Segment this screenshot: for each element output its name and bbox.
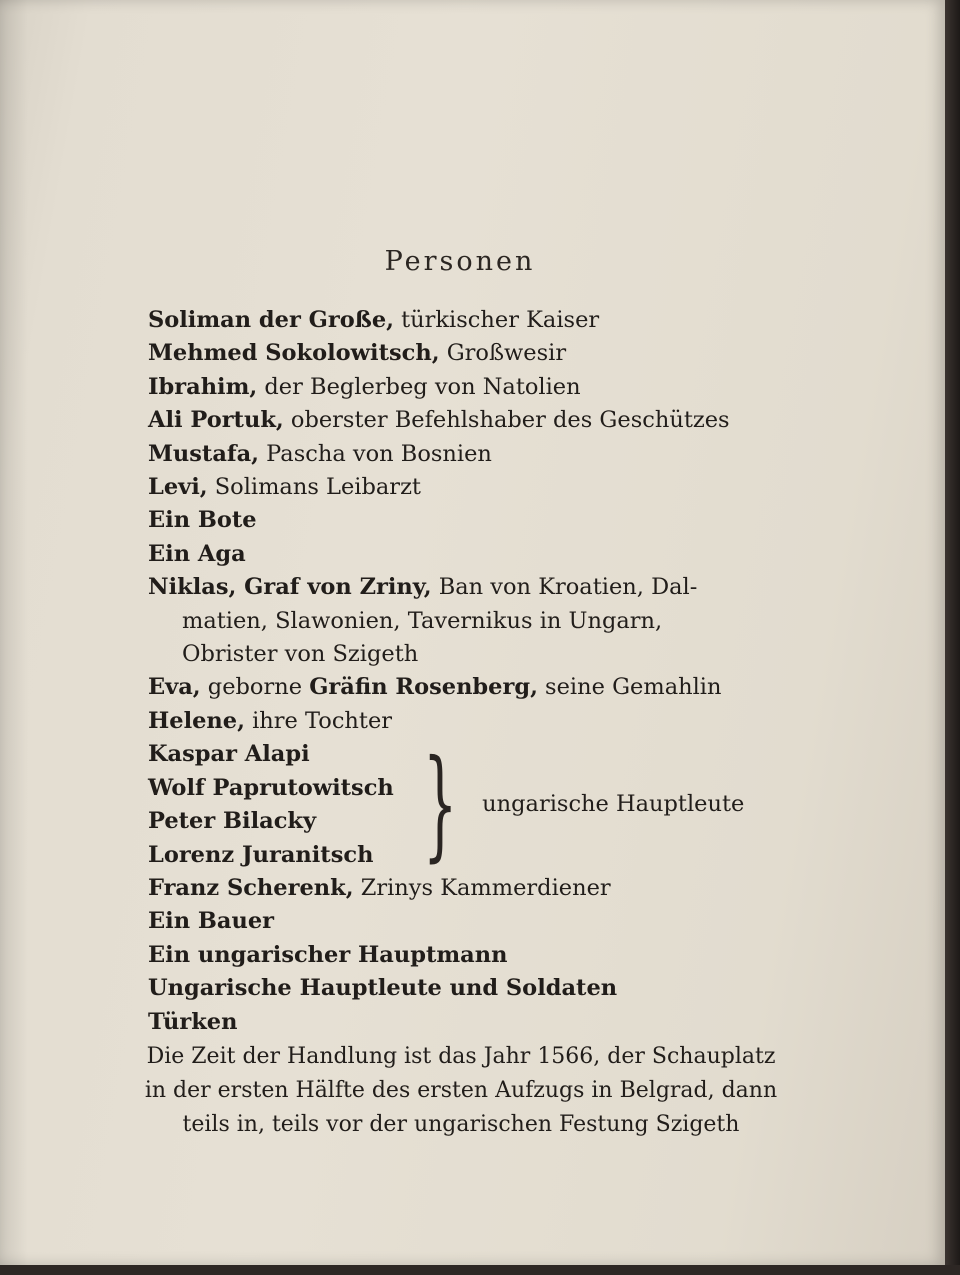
character-description: türkischer Kaiser: [393, 307, 600, 333]
character-description: seine Gemahlin: [537, 674, 722, 701]
character-description: Großwesir: [439, 340, 567, 367]
character-name: Mustafa,: [148, 440, 259, 467]
book-edge: [945, 0, 960, 1275]
character-description: ihre Tochter: [244, 707, 393, 734]
captains-names: [148, 738, 394, 872]
cast-entry-captain: Lorenz Juranitsch: [148, 841, 374, 868]
cast-entry-eva: [148, 671, 808, 704]
cast-entry-captain: Kaspar Alapi: [148, 741, 310, 768]
character-description: Ban von Kroatien, Dal-: [431, 574, 698, 601]
character-description: Obrister von Szigeth: [182, 641, 419, 668]
character-name: Franz Scherenk,: [148, 874, 354, 901]
cast-entry-soliman: [148, 304, 808, 337]
captains-label: ungarische Hauptleute: [482, 791, 745, 818]
character-name: Helene,: [148, 707, 245, 734]
cast-entry-mustafa: [148, 438, 808, 471]
cast-entry-levi: [148, 471, 808, 504]
book-bottom-edge: [0, 1265, 960, 1275]
setting-paragraph: [100, 1040, 822, 1142]
character-name: Ein ungarischer Hauptmann: [148, 941, 508, 968]
character-name: Soliman der Große,: [148, 307, 394, 333]
character-name: Gräfin Rosenberg,: [309, 674, 538, 701]
setting-line: in der ersten Hälfte des ersten Aufzugs in Belgrad, dann: [144, 1078, 778, 1103]
character-description: matien, Slawonien, Tavernikus in Ungarn,: [182, 607, 663, 634]
cast-entry-aga: [148, 538, 808, 571]
character-description: Zrinys Kammerdiener: [353, 874, 611, 901]
cast-entry-ali-portuk: [148, 404, 808, 437]
cast-entry-helene: [148, 705, 808, 738]
setting-line: Die Zeit der Handlung ist das Jahr 1566, der Schauplatz: [146, 1044, 776, 1069]
character-description: oberster Befehlshaber des Geschützes: [283, 407, 730, 434]
character-description: der Beglerbeg von Natolien: [257, 373, 581, 400]
cast-entry-ibrahim: [148, 371, 808, 404]
cast-entry-captain: Wolf Paprutowitsch: [148, 774, 394, 801]
cast-entry-captain: Peter Bilacky: [148, 808, 317, 835]
cast-entry-mehmed: [148, 337, 808, 370]
character-name: Ein Aga: [148, 540, 246, 567]
character-description: Pascha von Bosnien: [259, 440, 492, 467]
cast-entry-bote: [148, 504, 808, 537]
cast-entry-tuerken: [148, 1006, 808, 1039]
page-crease: [0, 0, 28, 1265]
character-name: Ungarische Hauptleute und Soldaten: [148, 975, 618, 1002]
cast-entry-zriny-cont: [148, 605, 808, 638]
cast-entry-zriny-cont: [148, 638, 808, 671]
character-description: geborne: [200, 674, 310, 701]
character-name: Türken: [148, 1008, 238, 1035]
character-name: Ibrahim,: [148, 373, 258, 400]
cast-entry-zriny: [148, 571, 808, 604]
character-name: Levi,: [148, 474, 208, 501]
curly-brace-icon: }: [422, 735, 458, 875]
character-name: Niklas, Graf von Zriny,: [148, 574, 432, 601]
captains-group: [148, 735, 808, 875]
character-description: Solimans Leibarzt: [207, 474, 421, 501]
cast-entry-hauptmann: [148, 939, 808, 972]
character-name: Ein Bote: [148, 507, 257, 534]
cast-entry-bauer: [148, 905, 808, 938]
character-name: Eva,: [148, 674, 201, 701]
character-name: Mehmed Sokolowitsch,: [148, 340, 440, 367]
cast-entry-soldaten: [148, 972, 808, 1005]
character-name: Ein Bauer: [148, 908, 275, 935]
setting-line: teils in, teils vor der ungarischen Festung Szigeth: [182, 1112, 740, 1137]
page-title: Personen: [384, 246, 536, 277]
character-name: Ali Portuk,: [148, 407, 284, 434]
cast-list: [148, 304, 808, 1039]
cast-entry-scherenk: [148, 872, 808, 905]
